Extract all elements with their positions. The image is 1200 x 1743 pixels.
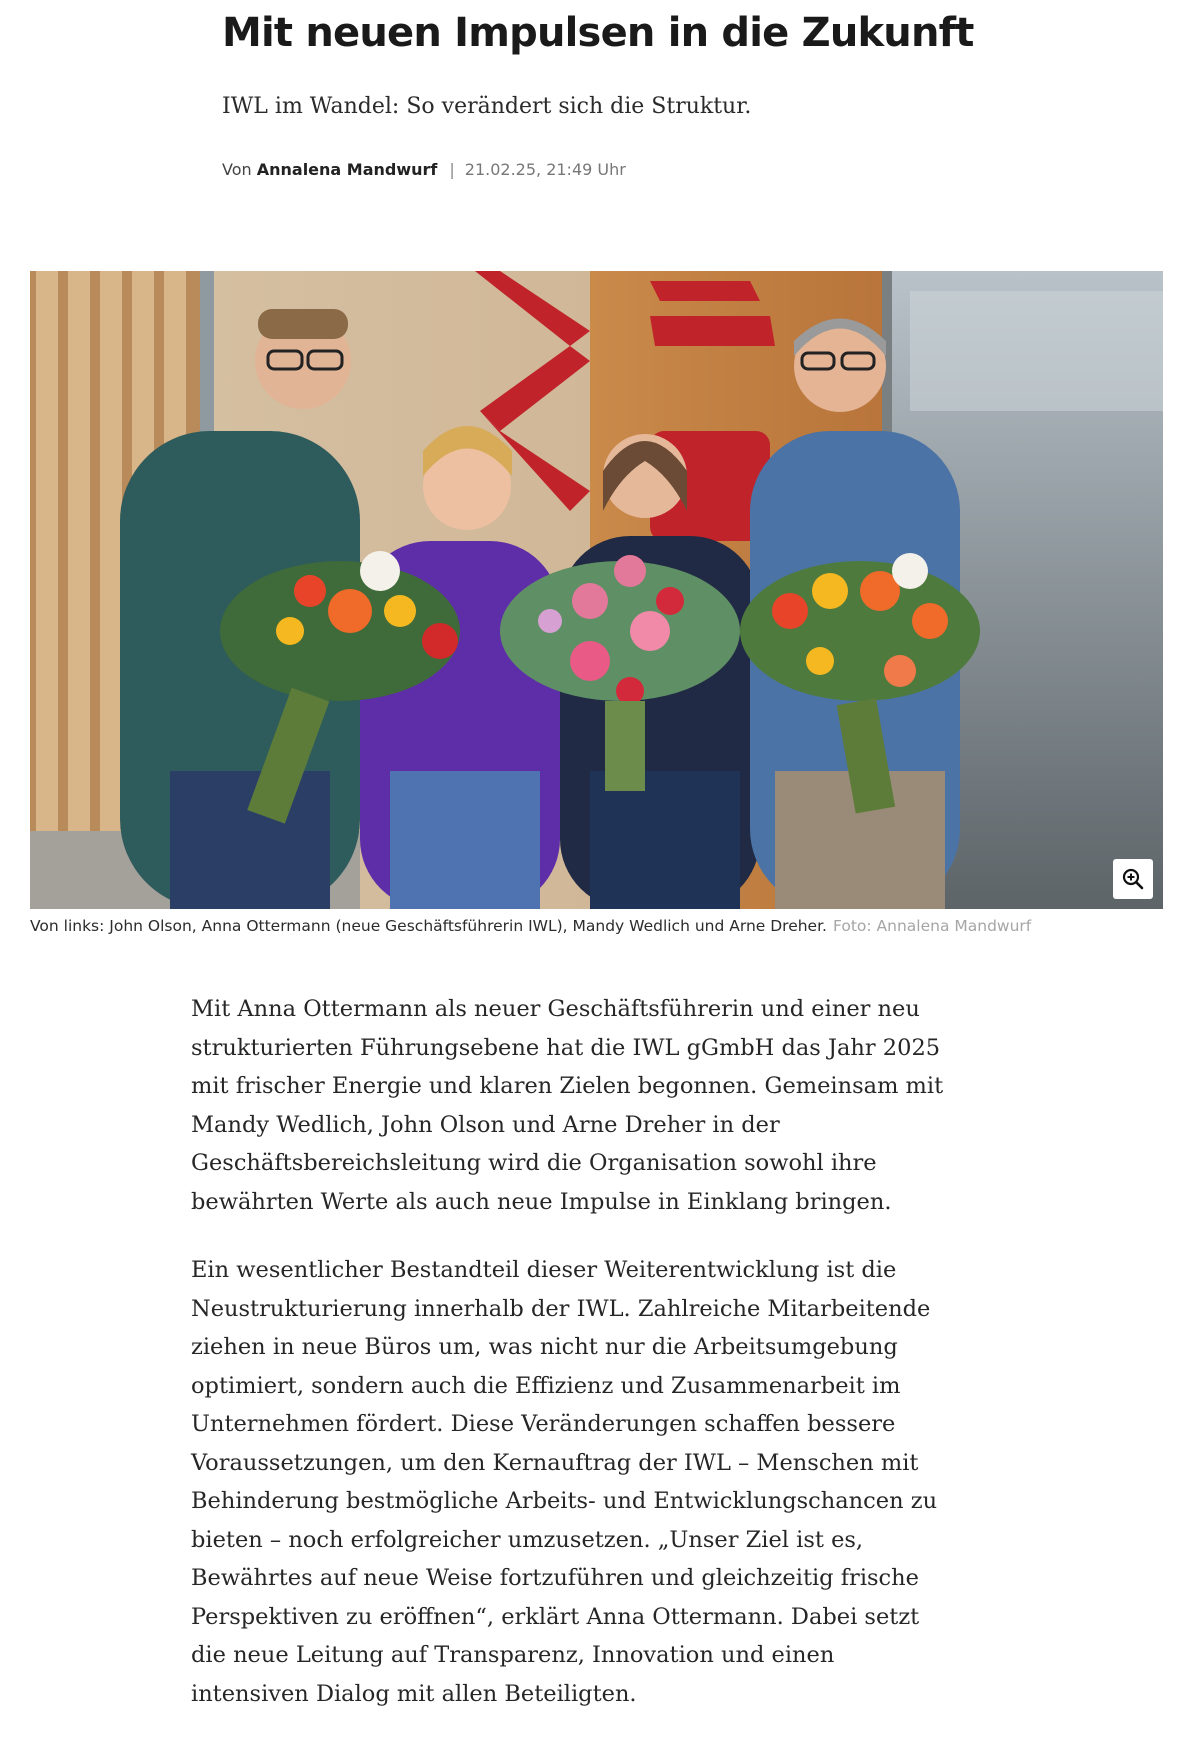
zoom-in-icon <box>1121 867 1145 891</box>
byline-separator: | <box>449 160 455 179</box>
author-link[interactable]: Annalena Mandwurf <box>256 160 438 179</box>
publish-date: 21.02.25, 21:49 Uhr <box>464 160 626 179</box>
photo-caption <box>30 917 1031 935</box>
article-body <box>191 990 951 1743</box>
article-photo[interactable] <box>30 271 1163 909</box>
photo-credit: Foto: Annalena Mandwurf <box>832 917 1032 935</box>
article-title: Mit neuen Impulsen in die Zukunft <box>222 10 974 56</box>
caption-text: Von links: John Olson, Anna Ottermann (neue Geschäftsführerin IWL), Mandy Wedlich und Arne Dreher. <box>30 917 827 935</box>
group-photo-illustration <box>30 271 1163 909</box>
byline <box>222 160 626 179</box>
paragraph: Mit Anna Ottermann als neuer Geschäftsführerin und einer neu strukturierten Führungsebene hat die IWL gGmbH das Jahr 2025 mit frischer Energie und klaren Zielen begonnen. Gemeinsam mit Mandy Wedlich, John Olson und Arne Dreher in der Geschäftsbereichsleitung wird die Organisation sowohl ihre bewährten Werte als auch neue Impulse in Einklang bringen. <box>191 996 944 1215</box>
zoom-button[interactable] <box>1113 859 1153 899</box>
article-subtitle: IWL im Wandel: So verändert sich die Struktur. <box>222 94 752 119</box>
paragraph: Ein wesentlicher Bestandteil dieser Weiterentwicklung ist die Neustrukturierung innerhalb der IWL. Zahlreiche Mitarbeitende ziehen in neue Büros um, was nicht nur die Arbeitsumgebung optimiert, sondern auch die Effizienz und Zusammenarbeit im Unternehmen fördert. Diese Veränderungen schaffen bessere Voraussetzungen, um den Kernauftrag der IWL – Menschen mit Behinderung bestmögliche Arbeits- und Entwicklungschancen zu bieten – noch erfolgreicher umzusetzen. „Unser Ziel ist es, Bewährtes auf neue Weise fortzuführen und gleichzeitig frische Perspektiven zu eröffnen“, erklärt Anna Ottermann. Dabei setzt die neue Leitung auf Transparenz, Innovation und einen intensiven Dialog mit allen Beteiligten. <box>191 1257 938 1707</box>
byline-prefix: Von <box>222 160 252 179</box>
